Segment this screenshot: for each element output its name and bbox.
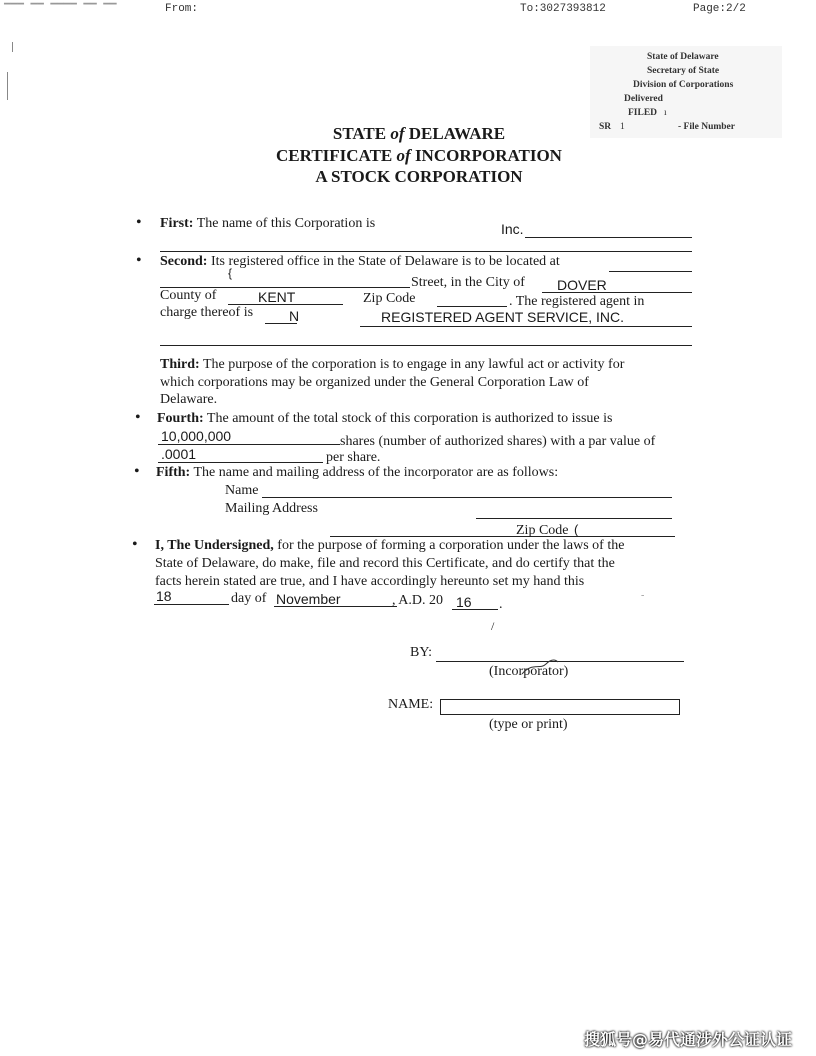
county-label: County of <box>160 288 217 303</box>
doc-title-line2: CERTIFICATE of INCORPORATION <box>276 146 562 165</box>
doc-title-line1: STATE of DELAWARE <box>332 124 506 143</box>
stray-mark: - <box>641 590 645 601</box>
bullet: • <box>136 214 142 231</box>
street-text: Street, in the City of <box>411 275 525 290</box>
signature-mark: / <box>491 619 495 633</box>
underline <box>154 604 229 605</box>
stamp-file-number: - File Number <box>678 122 735 132</box>
stamp-sr: SR <box>599 122 612 132</box>
city-value: DOVER <box>557 277 607 293</box>
fax-from: From: <box>165 3 199 15</box>
year-value: 16 <box>456 594 472 610</box>
underline <box>360 326 692 327</box>
period: . <box>499 597 503 612</box>
fifth-clause: Fifth: The name and mailing address of the incorporator are as follows: <box>156 465 559 480</box>
stamp-cursor: ı <box>664 108 667 118</box>
underline <box>542 292 692 293</box>
first-clause: First: The name of this Corporation is <box>160 216 376 231</box>
zip-label: Zip Code <box>363 291 416 306</box>
third-clause-line2: which corporations may be organized under the General Corporation Law of <box>160 375 589 390</box>
signature-scribble <box>520 658 560 678</box>
underline <box>158 444 340 445</box>
margin-mark <box>12 42 13 52</box>
stamp-filed: FILED <box>628 108 658 118</box>
second-clause-line1: Second: Its registered office in the State of Delaware is to be located at <box>160 254 560 269</box>
stamp-line: Division of Corporations <box>633 80 734 90</box>
underline <box>437 306 507 307</box>
underline <box>158 462 323 463</box>
corporation-name-value: Inc. <box>501 221 524 237</box>
stamp-sr-mark: 1 <box>620 122 625 132</box>
bullet: • <box>136 252 142 269</box>
county-value: KENT <box>258 289 296 305</box>
fax-header-garbled: ▔▔▔ ▔▔ ▔▔▔▔ ▔▔ ▔▔ <box>4 5 117 17</box>
underline <box>160 345 692 346</box>
zip-mark: ( <box>574 522 579 537</box>
stamp-line: Secretary of State <box>647 66 720 76</box>
undersigned-line2: State of Delaware, do make, file and record this Certificate, and do certify that the <box>155 556 615 571</box>
underline <box>262 497 672 498</box>
shares-text: shares (number of authorized shares) with a par value of <box>340 434 656 449</box>
per-share-text: per share. <box>326 450 381 465</box>
par-value: .0001 <box>161 446 197 462</box>
underline <box>265 323 297 324</box>
mailing-address-label: Mailing Address <box>225 501 318 516</box>
day-of-text: day of <box>231 591 267 606</box>
registered-agent-value: REGISTERED AGENT SERVICE, INC. <box>381 309 624 325</box>
signature-line <box>436 661 684 662</box>
agent-text: . The registered agent in <box>509 294 645 309</box>
bullet: • <box>134 463 140 480</box>
fourth-clause-line1: Fourth: The amount of the total stock of this corporation is authorized to issue is <box>157 411 613 426</box>
stamp-delivered: Delivered <box>624 94 663 104</box>
fax-page: Page:2/2 <box>693 3 746 15</box>
month-value: November <box>276 591 341 607</box>
undersigned-line3: facts herein stated are true, and I have accordingly hereunto set my hand this <box>155 574 585 589</box>
margin-mark <box>7 72 8 100</box>
name-label: NAME: <box>388 697 434 712</box>
charge-text: charge thereof is <box>160 305 254 320</box>
underline <box>609 271 692 272</box>
incorporator-name-label: Name <box>225 483 259 498</box>
ad-text: , A.D. 20 <box>392 593 443 608</box>
zip-code-label: Zip Code <box>516 523 569 538</box>
shares-value: 10,000,000 <box>161 428 232 444</box>
underline <box>274 606 397 607</box>
third-clause-line1: Third: The purpose of the corporation is to engage in any lawful act or activity for <box>160 357 625 372</box>
underline <box>160 251 692 252</box>
stamp-line: State of Delaware <box>647 52 719 62</box>
incorporator-caption: (Incorporator) <box>489 664 569 679</box>
type-or-print-caption: (type or print) <box>489 717 568 732</box>
underline <box>525 237 692 238</box>
underline <box>452 609 498 610</box>
agent-initial: N <box>289 308 300 324</box>
watermark: 搜狐号@易代通涉外公证认证 <box>584 1030 793 1049</box>
bullet: • <box>135 409 141 426</box>
by-label: BY: <box>410 645 433 660</box>
underline <box>476 518 672 519</box>
day-value: 18 <box>156 588 172 604</box>
name-box[interactable] <box>440 699 680 715</box>
street-mark: { <box>228 266 233 280</box>
underline <box>330 536 675 537</box>
doc-title-line3: A STOCK CORPORATION <box>315 167 523 186</box>
undersigned-line1: I, The Undersigned, for the purpose of forming a corporation under the laws of the <box>155 538 625 553</box>
third-clause-line3: Delaware. <box>160 392 218 407</box>
fax-to: To:3027393812 <box>520 3 606 15</box>
bullet: • <box>132 536 138 553</box>
